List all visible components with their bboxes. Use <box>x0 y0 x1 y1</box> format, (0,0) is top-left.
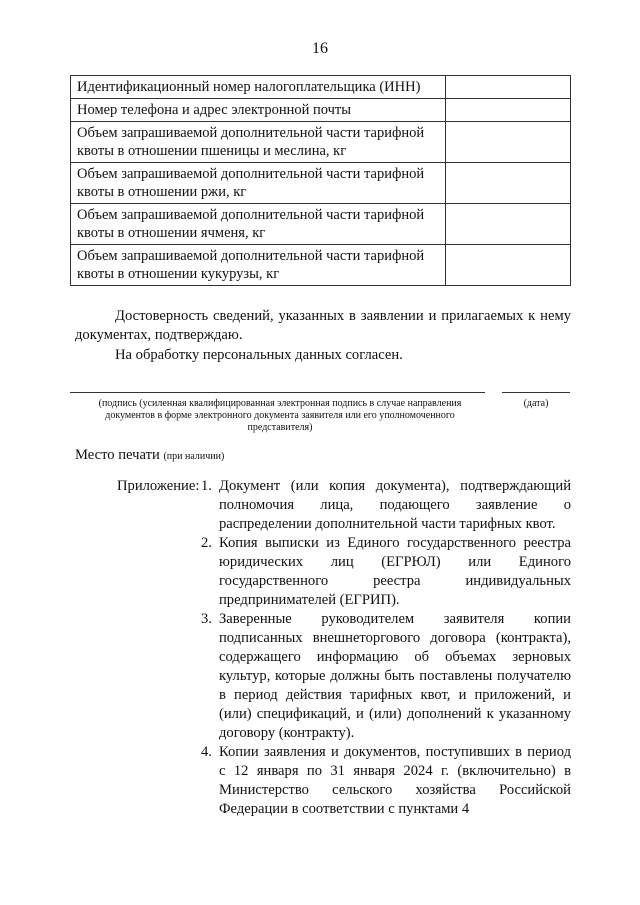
row-value-field <box>446 76 571 99</box>
row-value-field <box>446 99 571 122</box>
confirmation-text: Достоверность сведений, указанных в заявлении и прилагаемых к нему документах, подтверждаю. <box>75 308 571 343</box>
table-row <box>71 122 571 163</box>
row-value-field <box>446 163 571 204</box>
appendix-item-number: 2. <box>201 535 212 551</box>
appendix-list <box>197 477 571 819</box>
row-label: Объем запрашиваемой дополнительной части тарифной квоты в отношении пшеницы и меслина, кг <box>71 122 446 163</box>
appendix-item <box>197 534 571 610</box>
row-value-field <box>446 204 571 245</box>
appendix-item <box>197 477 571 534</box>
signature-caption: (подпись (усиленная квалифицированная электронная подпись в случае направления документов в форме электронного документа заявителя или его уполномоченного представителя) <box>98 398 462 433</box>
stamp-label: Место печати <box>75 447 160 463</box>
table-row <box>71 204 571 245</box>
row-label: Объем запрашиваемой дополнительной части тарифной квоты в отношении ячменя, кг <box>71 204 446 245</box>
appendix-item-number: 1. <box>201 478 212 494</box>
appendix-item-number: 4. <box>201 744 212 760</box>
row-value-field <box>446 122 571 163</box>
appendix-item-text: Копия выписки из Единого государственного реестра юридических лиц (ЕГРЮЛ) или Единого государственного реестра индивидуальных предпринимателей (ЕГРИП). <box>219 535 571 608</box>
appendix-item <box>197 610 571 743</box>
row-label: Объем запрашиваемой дополнительной части тарифной квоты в отношении кукурузы, кг <box>71 245 446 286</box>
consent-text: На обработку персональных данных согласен. <box>115 347 403 363</box>
table-row <box>71 99 571 122</box>
row-label: Объем запрашиваемой дополнительной части тарифной квоты в отношении ржи, кг <box>71 163 446 204</box>
table-row <box>71 76 571 99</box>
table-row <box>71 163 571 204</box>
appendix-item-text: Заверенные руководителем заявителя копии подписанных внешнеторгового договора (контракта), содержащего информацию об объемах зерновых культур, которые должны быть поставлены получателю в период действия тарифных квот, и приложений, и (или) спецификаций, и (или) дополнений к указанному договору (контракту). <box>219 611 571 741</box>
signature-line <box>70 392 485 393</box>
date-caption: (дата) <box>523 398 549 409</box>
appendix-item-number: 3. <box>201 611 212 627</box>
stamp-note: (при наличии) <box>163 451 225 462</box>
row-label: Идентификационный номер налогоплательщика (ИНН) <box>71 76 446 99</box>
date-line <box>502 392 570 393</box>
row-value-field <box>446 245 571 286</box>
appendix-item-text: Документ (или копия документа), подтверждающий полномочия лица, подающего заявление о распределении дополнительной части тарифных квот. <box>219 478 571 532</box>
table-row <box>71 245 571 286</box>
applicant-info-table <box>70 75 571 286</box>
appendix-title: Приложение: <box>117 478 200 494</box>
page-number: 16 <box>312 40 328 57</box>
appendix-item <box>197 743 571 819</box>
stamp-place <box>75 447 224 464</box>
row-label: Номер телефона и адрес электронной почты <box>71 99 446 122</box>
appendix-item-text: Копии заявления и документов, поступивших в период с 12 января по 31 января 2024 г. (включительно) в Министерство сельского хозяйства Российской Федерации в соответствии с пунктами 4 <box>219 744 571 817</box>
